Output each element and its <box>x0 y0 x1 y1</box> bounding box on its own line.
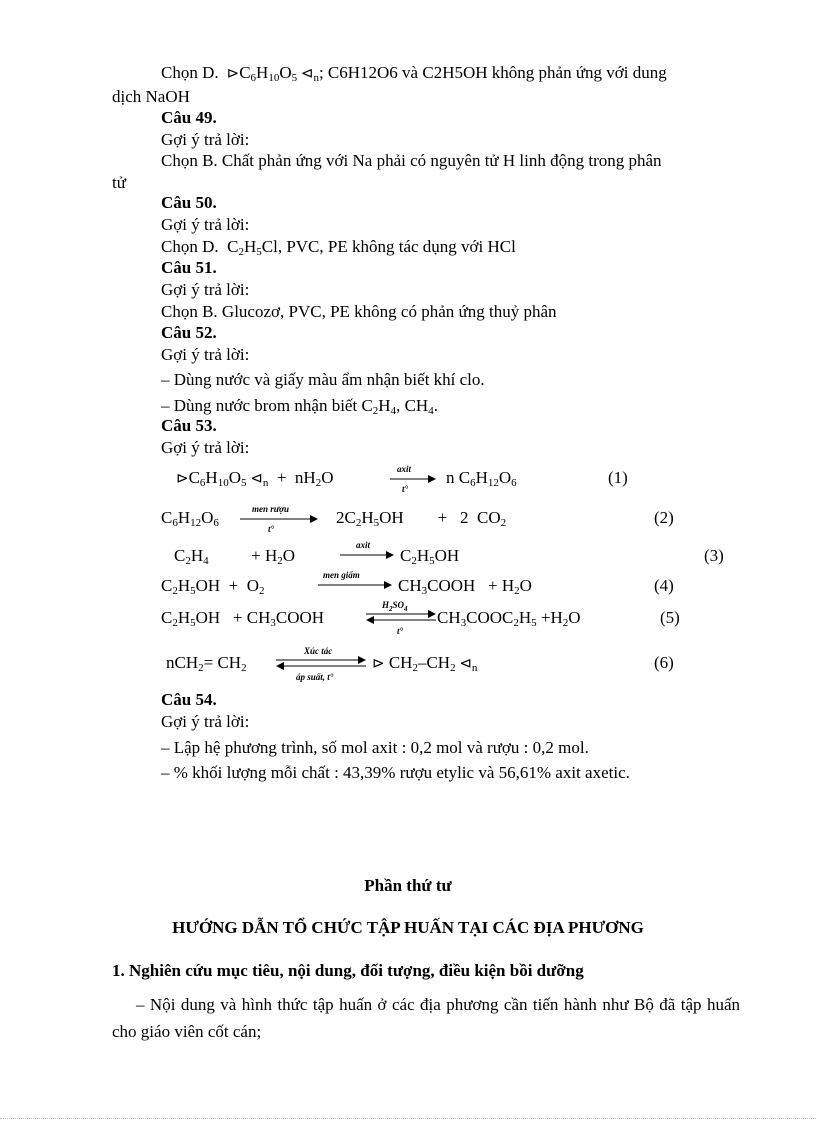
q54-line1: – Lập hệ phương trình, số mol axit : 0,2 mol và rượu : 0,2 mol. <box>161 738 589 757</box>
q50-hint: Gợi ý trả lời: <box>161 215 250 234</box>
q51-answer: Chọn B. Glucozơ, PVC, PE không có phản ứng thuỷ phân <box>161 302 557 321</box>
reaction-6-number: (6) <box>654 653 674 672</box>
reaction-2-number: (2) <box>654 508 674 527</box>
q50-answer: Chọn D. $C_2H_5Cl$, PVC, PE không tác dụng với HCl <box>161 237 516 258</box>
q51-hint: Gợi ý trả lời: <box>161 280 250 299</box>
q54-line2: – % khối lượng mỗi chất : 43,39% rượu etylic và 56,61% axit axetic. <box>161 763 630 782</box>
q54-title: Câu 54. <box>161 690 217 709</box>
reaction-5-reactants: $C_2H_5OH$ + $CH_3COOH$ <box>161 608 325 629</box>
q53-hint: Gợi ý trả lời: <box>161 438 250 457</box>
q48-answer-line: Chọn D. $⊳C_6H_{10}O_5$ $⊲_n$; C6H12O6 và C2H5OH không phản ứng với dung <box>161 63 667 84</box>
q53-title: Câu 53. <box>161 416 217 435</box>
q48-answer-continuation: dịch NaOH <box>112 87 190 106</box>
reaction-5-arrow <box>366 610 436 624</box>
part-title: Phần thứ tư <box>364 876 452 895</box>
reaction-2-cond-top: men rượu <box>252 504 289 514</box>
reaction-4-number: (4) <box>654 576 674 595</box>
reaction-6-cond-top: Xúc tác <box>304 646 333 656</box>
reaction-4-reactants: $C_2H_5OH + O_2$ <box>161 576 265 597</box>
reaction-4-arrow <box>318 578 392 592</box>
reaction-6-products: ⊳ $CH_2-CH_2$ $⊲_n$ <box>372 653 478 674</box>
reaction-5-number: (5) <box>660 608 680 627</box>
reaction-5-cond-bottom: t° <box>397 626 404 636</box>
q49-hint: Gợi ý trả lời: <box>161 130 250 149</box>
reaction-3-arrow <box>340 548 394 562</box>
reaction-1-arrow <box>390 472 436 486</box>
reaction-1-products: n $C_6H_{12}O_6$ <box>446 468 517 489</box>
section-1-heading: 1. Nghiên cứu mục tiêu, nội dung, đối tượng, điều kiện bồi dưỡng <box>112 961 584 980</box>
reaction-3-number: (3) <box>704 546 724 565</box>
q52-line1: – Dùng nước và giấy màu ẩm nhận biết khí clo. <box>161 370 485 389</box>
reaction-1-cond-bottom: t° <box>402 484 409 494</box>
part-heading: HƯỚNG DẪN TỔ CHỨC TẬP HUẤN TẠI CÁC ĐỊA PHƯƠNG <box>172 918 644 937</box>
reaction-2-arrow <box>240 512 318 526</box>
reaction-3-cond-top: axit <box>356 540 371 550</box>
q52-title: Câu 52. <box>161 323 217 342</box>
q52-hint: Gợi ý trả lời: <box>161 345 250 364</box>
reaction-3-reactants: $C_2H_4$ + $H_2O$ <box>174 546 296 567</box>
q50-title: Câu 50. <box>161 193 217 212</box>
reaction-2-products: $2C_2H_5OH$ + 2 $CO_2$ <box>336 508 507 529</box>
reaction-5-products: $CH_3COOC_2H_5 +H_2O$ <box>437 608 581 629</box>
reaction-4-cond-top: men giấm <box>323 570 360 580</box>
reaction-2-cond-bottom: t° <box>268 524 275 534</box>
reaction-6-reactants: $nCH_2= CH_2$ <box>166 653 247 674</box>
reaction-4-products: $CH_3COOH + H_2O$ <box>398 576 532 597</box>
q49-answer-continuation: tử <box>112 173 126 192</box>
reaction-6-cond-bottom: áp suất, t° <box>296 672 334 682</box>
reaction-5-cond-top: $H_2SO_4$ <box>382 600 408 613</box>
reaction-3-products: $C_2H_5OH$ <box>400 546 460 567</box>
q54-hint: Gợi ý trả lời: <box>161 712 250 731</box>
q49-title: Câu 49. <box>161 108 217 127</box>
page-bottom-border <box>0 1118 816 1119</box>
reaction-2-reactants: $C_6H_{12}O_6$ <box>161 508 219 529</box>
reaction-1-reactants: $⊳C_6H_{10}O_5$ $⊲_n + nH_2O$ <box>176 468 334 489</box>
reaction-1-number: (1) <box>608 468 628 487</box>
q51-title: Câu 51. <box>161 258 217 277</box>
q48-answer-text: ; C6H12O6 và C2H5OH không phản ứng với dung <box>318 63 667 82</box>
reaction-6-arrow <box>276 656 366 670</box>
section-1-paragraph: – Nội dung và hình thức tập huấn ở các địa phương cần tiến hành như Bộ đã tập huấn cho giáo viên cốt cán; <box>112 995 740 1041</box>
q52-line2: – Dùng nước brom nhận biết $C_2H_4$, $CH_4$. <box>161 396 438 417</box>
reaction-1-cond-top: axit <box>397 464 412 474</box>
q49-answer: Chọn B. Chất phản ứng với Na phải có nguyên tử H linh động trong phân <box>161 151 662 170</box>
